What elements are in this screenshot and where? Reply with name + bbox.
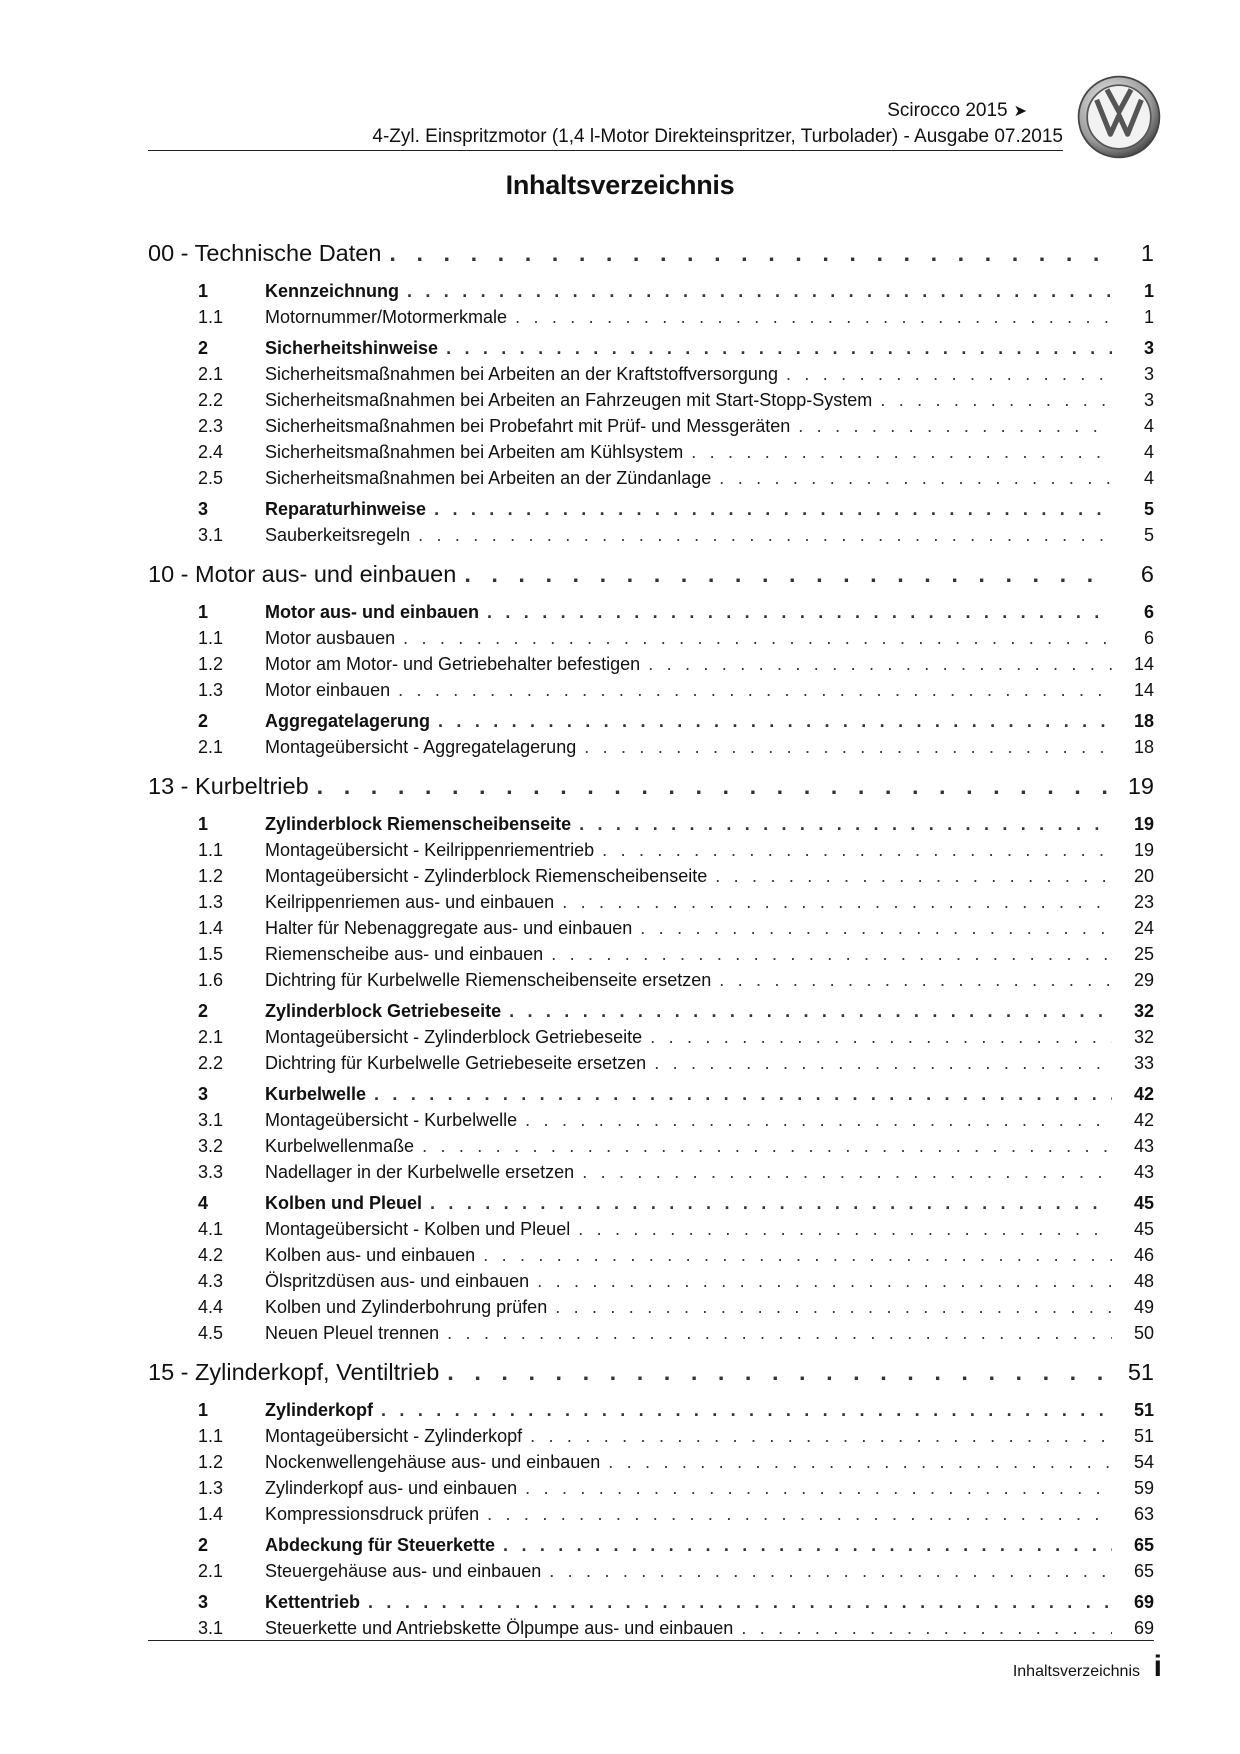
toc-entry[interactable] xyxy=(148,1219,1154,1245)
entry-title: Sicherheitsmaßnahmen bei Arbeiten an Fahrzeugen mit Start-Stopp-System xyxy=(265,390,873,410)
entry-page: 32 xyxy=(1133,1027,1154,1047)
vw-logo-icon xyxy=(1076,74,1162,160)
arrow-right-icon: ➤ xyxy=(1013,103,1027,120)
dot-leader xyxy=(422,1136,1112,1157)
toc-entry[interactable] xyxy=(148,390,1154,416)
entry-page: 6 xyxy=(1143,602,1154,622)
entry-number: 2.1 xyxy=(198,364,224,384)
dot-leader xyxy=(530,1426,1112,1447)
dot-leader xyxy=(487,1504,1112,1525)
entry-page: 42 xyxy=(1133,1084,1154,1104)
toc-section[interactable] xyxy=(148,1084,1154,1110)
dot-leader xyxy=(509,1001,1112,1022)
dot-leader xyxy=(719,468,1112,489)
entry-number: 3.2 xyxy=(198,1136,224,1156)
toc-entry[interactable] xyxy=(148,654,1154,680)
toc-entry[interactable] xyxy=(148,1053,1154,1079)
entry-title: Montageübersicht - Kurbelwelle xyxy=(265,1110,518,1130)
entry-title: Zylinderkopf aus- und einbauen xyxy=(265,1478,518,1498)
entry-number: 1 xyxy=(198,281,209,301)
toc-entry[interactable] xyxy=(148,1027,1154,1053)
entry-page: 5 xyxy=(1143,525,1154,545)
toc-section[interactable] xyxy=(148,1592,1154,1618)
chapter-page: 19 xyxy=(1127,773,1154,799)
entry-page: 43 xyxy=(1133,1136,1154,1156)
toc-section[interactable] xyxy=(148,499,1154,525)
entry-page: 19 xyxy=(1133,814,1154,834)
toc-section[interactable] xyxy=(148,1193,1154,1219)
dot-leader xyxy=(525,1110,1112,1131)
dot-leader xyxy=(786,364,1112,385)
entry-title: Kettentrieb xyxy=(265,1592,361,1612)
entry-number: 2.3 xyxy=(198,416,224,436)
toc-entry[interactable] xyxy=(148,364,1154,390)
toc-entry[interactable] xyxy=(148,1452,1154,1478)
toc-section[interactable] xyxy=(148,1001,1154,1027)
dot-leader xyxy=(447,1359,1112,1386)
entry-page: 69 xyxy=(1133,1592,1154,1612)
chapter-title: 10 - Motor aus- und einbauen xyxy=(148,561,457,587)
entry-title: Steuerkette und Antriebskette Ölpumpe aus- und einbauen xyxy=(265,1618,734,1638)
entry-page: 49 xyxy=(1133,1297,1154,1317)
entry-title: Kurbelwellenmaße xyxy=(265,1136,415,1156)
toc-entry[interactable] xyxy=(148,1426,1154,1452)
toc-entry[interactable] xyxy=(148,442,1154,468)
entry-number: 2.2 xyxy=(198,390,224,410)
entry-title: Nockenwellengehäuse aus- und einbauen xyxy=(265,1452,601,1472)
entry-title: Keilrippenriemen aus- und einbauen xyxy=(265,892,555,912)
entry-number: 4.5 xyxy=(198,1323,224,1343)
entry-title: Montageübersicht - Kolben und Pleuel xyxy=(265,1219,571,1239)
entry-page: 4 xyxy=(1143,416,1154,436)
toc-entry[interactable] xyxy=(148,1561,1154,1587)
dot-leader xyxy=(551,944,1112,965)
chapter-title: 00 - Technische Daten xyxy=(148,240,382,266)
entry-page: 45 xyxy=(1133,1219,1154,1239)
entry-page: 5 xyxy=(1143,499,1154,519)
dot-leader xyxy=(430,1193,1112,1214)
dot-leader xyxy=(525,1478,1112,1499)
entry-page: 14 xyxy=(1133,680,1154,700)
entry-number: 3.1 xyxy=(198,1110,224,1130)
entry-title: Ölspritzdüsen aus- und einbauen xyxy=(265,1271,530,1291)
header-model xyxy=(887,100,1027,122)
entry-page: 33 xyxy=(1133,1053,1154,1073)
entry-number: 1.1 xyxy=(198,628,224,648)
entry-title: Dichtring für Kurbelwelle Getriebeseite ersetzen xyxy=(265,1053,647,1073)
toc-chapter[interactable] xyxy=(148,1359,1154,1395)
toc-entry[interactable] xyxy=(148,1110,1154,1136)
toc-entry[interactable] xyxy=(148,525,1154,551)
entry-number: 2.1 xyxy=(198,1561,224,1581)
entry-number: 1.1 xyxy=(198,840,224,860)
footer-label: Inhaltsverzeichnis xyxy=(1012,1663,1140,1680)
dot-leader xyxy=(880,390,1112,411)
entry-number: 1.5 xyxy=(198,944,224,964)
entry-number: 4.1 xyxy=(198,1219,224,1239)
dot-leader xyxy=(368,1592,1112,1613)
dot-leader xyxy=(487,602,1112,623)
toc-entry[interactable] xyxy=(148,307,1154,333)
dot-leader xyxy=(447,1323,1112,1344)
entry-title: Sicherheitsmaßnahmen bei Arbeiten an der Kraftstoffversorgung xyxy=(265,364,778,384)
dot-leader xyxy=(503,1535,1112,1556)
chapter-title: 15 - Zylinderkopf, Ventiltrieb xyxy=(148,1359,440,1385)
entry-number: 4.2 xyxy=(198,1245,224,1265)
entry-title: Reparaturhinweise xyxy=(265,499,427,519)
entry-number: 1.1 xyxy=(198,307,224,327)
dot-leader xyxy=(317,773,1112,800)
entry-title: Abdeckung für Steuerkette xyxy=(265,1535,496,1555)
toc-section[interactable] xyxy=(148,1535,1154,1561)
entry-title: Montageübersicht - Zylinderblock Getriebeseite xyxy=(265,1027,643,1047)
entry-title: Kompressionsdruck prüfen xyxy=(265,1504,480,1524)
entry-page: 48 xyxy=(1133,1271,1154,1291)
table-of-contents xyxy=(148,240,1154,1644)
entry-number: 1.1 xyxy=(198,1426,224,1446)
dot-leader xyxy=(654,1053,1112,1074)
dot-leader xyxy=(798,416,1112,437)
entry-number: 2.5 xyxy=(198,468,224,488)
entry-title: Kolben aus- und einbauen xyxy=(265,1245,476,1265)
dot-leader xyxy=(446,338,1112,359)
toc-entry[interactable] xyxy=(148,416,1154,442)
chapter-title: 13 - Kurbeltrieb xyxy=(148,773,309,799)
dot-leader xyxy=(719,970,1112,991)
entry-number: 2 xyxy=(198,1001,209,1021)
dot-leader xyxy=(584,737,1112,758)
header-model-text: Scirocco 2015 xyxy=(887,100,1008,121)
entry-number: 1.6 xyxy=(198,970,224,990)
dot-leader xyxy=(418,525,1112,546)
entry-title: Montageübersicht - Aggregatelagerung xyxy=(265,737,577,757)
dot-leader xyxy=(403,628,1112,649)
entry-title: Sicherheitsmaßnahmen bei Arbeiten an der Zündanlage xyxy=(265,468,712,488)
header-divider xyxy=(148,150,1063,151)
entry-page: 63 xyxy=(1133,1504,1154,1524)
toc-entry[interactable] xyxy=(148,970,1154,996)
dot-leader xyxy=(555,1297,1112,1318)
chapter-page: 6 xyxy=(1140,561,1154,587)
entry-page: 4 xyxy=(1143,468,1154,488)
dot-leader xyxy=(438,711,1112,732)
entry-title: Nadellager in der Kurbelwelle ersetzen xyxy=(265,1162,575,1182)
entry-title: Kurbelwelle xyxy=(265,1084,367,1104)
entry-title: Kennzeichnung xyxy=(265,281,399,301)
dot-leader xyxy=(640,918,1112,939)
toc-section[interactable] xyxy=(148,281,1154,307)
entry-title: Riemenscheibe aus- und einbauen xyxy=(265,944,544,964)
dot-leader xyxy=(389,240,1112,267)
entry-number: 2.2 xyxy=(198,1053,224,1073)
toc-entry[interactable] xyxy=(148,1162,1154,1188)
dot-leader xyxy=(407,281,1112,302)
dot-leader xyxy=(537,1271,1112,1292)
entry-number: 1.2 xyxy=(198,866,224,886)
entry-number: 3.1 xyxy=(198,525,224,545)
dot-leader xyxy=(650,1027,1112,1048)
entry-number: 1 xyxy=(198,1400,209,1420)
toc-section[interactable] xyxy=(148,814,1154,840)
entry-number: 2.1 xyxy=(198,1027,224,1047)
entry-title: Zylinderblock Getriebeseite xyxy=(265,1001,502,1021)
toc-entry[interactable] xyxy=(148,737,1154,763)
toc-entry[interactable] xyxy=(148,1478,1154,1504)
entry-title: Motor einbauen xyxy=(265,680,391,700)
dot-leader xyxy=(398,680,1112,701)
entry-page: 19 xyxy=(1133,840,1154,860)
entry-number: 1.2 xyxy=(198,1452,224,1472)
toc-section[interactable] xyxy=(148,338,1154,364)
entry-page: 20 xyxy=(1133,866,1154,886)
toc-entry[interactable] xyxy=(148,1271,1154,1297)
entry-title: Sicherheitsmaßnahmen bei Arbeiten am Kühlsystem xyxy=(265,442,684,462)
entry-page: 3 xyxy=(1143,390,1154,410)
entry-page: 46 xyxy=(1133,1245,1154,1265)
toc-entry[interactable] xyxy=(148,944,1154,970)
entry-number: 1.2 xyxy=(198,654,224,674)
header-subtitle: 4-Zyl. Einspritzmotor (1,4 l-Motor Direkteinspritzer, Turbolader) - Ausgabe 07.2015 xyxy=(372,126,1063,147)
entry-number: 3 xyxy=(198,499,209,519)
dot-leader xyxy=(715,866,1112,887)
entry-title: Neuen Pleuel trennen xyxy=(265,1323,440,1343)
entry-number: 3 xyxy=(198,1592,209,1612)
entry-title: Montageübersicht - Zylinderkopf xyxy=(265,1426,523,1446)
entry-number: 1.3 xyxy=(198,680,224,700)
entry-number: 4 xyxy=(198,1193,209,1213)
entry-title: Motor ausbauen xyxy=(265,628,396,648)
entry-page: 45 xyxy=(1133,1193,1154,1213)
toc-entry[interactable] xyxy=(148,628,1154,654)
toc-section[interactable] xyxy=(148,711,1154,737)
entry-number: 1.3 xyxy=(198,1478,224,1498)
dot-leader xyxy=(515,307,1112,328)
toc-section[interactable] xyxy=(148,1400,1154,1426)
entry-number: 2 xyxy=(198,338,209,358)
entry-page: 51 xyxy=(1133,1400,1154,1420)
entry-title: Kolben und Zylinderbohrung prüfen xyxy=(265,1297,548,1317)
entry-title: Steuergehäuse aus- und einbauen xyxy=(265,1561,542,1581)
dot-leader xyxy=(578,1219,1112,1240)
entry-title: Zylinderkopf xyxy=(265,1400,374,1420)
entry-number: 3.1 xyxy=(198,1618,224,1638)
entry-title: Zylinderblock Riemenscheibenseite xyxy=(265,814,572,834)
entry-page: 23 xyxy=(1133,892,1154,912)
entry-page: 43 xyxy=(1133,1162,1154,1182)
toc-chapter[interactable] xyxy=(148,240,1154,276)
toc-chapter[interactable] xyxy=(148,773,1154,809)
toc-entry[interactable] xyxy=(148,918,1154,944)
toc-entry[interactable] xyxy=(148,892,1154,918)
dot-leader xyxy=(434,499,1112,520)
entry-title: Kolben und Pleuel xyxy=(265,1193,423,1213)
dot-leader xyxy=(608,1452,1112,1473)
entry-number: 4.4 xyxy=(198,1297,224,1317)
chapter-page: 51 xyxy=(1127,1359,1154,1385)
toc-entry[interactable] xyxy=(148,866,1154,892)
entry-number: 2.1 xyxy=(198,737,224,757)
dot-leader xyxy=(602,840,1112,861)
toc-entry[interactable] xyxy=(148,1136,1154,1162)
toc-title: Inhaltsverzeichnis xyxy=(505,170,735,200)
entry-title: Aggregatelagerung xyxy=(265,711,431,731)
entry-title: Motor aus- und einbauen xyxy=(265,602,479,622)
entry-number: 2 xyxy=(198,1535,209,1555)
entry-page: 14 xyxy=(1133,654,1154,674)
entry-number: 1 xyxy=(198,814,209,834)
entry-page: 3 xyxy=(1143,338,1154,358)
dot-leader xyxy=(582,1162,1112,1183)
entry-page: 1 xyxy=(1143,281,1154,301)
entry-number: 1 xyxy=(198,602,209,622)
dot-leader xyxy=(579,814,1112,835)
entry-title: Sauberkeitsregeln xyxy=(265,525,411,545)
chapter-page: 1 xyxy=(1140,240,1154,266)
toc-entry[interactable] xyxy=(148,840,1154,866)
entry-title: Dichtring für Kurbelwelle Riemenscheibenseite ersetzen xyxy=(265,970,712,990)
entry-number: 1.3 xyxy=(198,892,224,912)
entry-title: Sicherheitsmaßnahmen bei Probefahrt mit Prüf- und Messgeräten xyxy=(265,416,791,436)
dot-leader xyxy=(483,1245,1112,1266)
entry-title: Montageübersicht - Keilrippenriementrieb xyxy=(265,840,595,860)
entry-page: 24 xyxy=(1133,918,1154,938)
page-header xyxy=(148,92,1063,150)
dot-leader xyxy=(741,1618,1112,1639)
entry-number: 2.4 xyxy=(198,442,224,462)
footer-page-number: i xyxy=(1153,1650,1162,1683)
entry-page: 59 xyxy=(1133,1478,1154,1498)
entry-number: 4.3 xyxy=(198,1271,224,1291)
entry-title: Sicherheitshinweise xyxy=(265,338,439,358)
dot-leader xyxy=(374,1084,1112,1105)
entry-title: Halter für Nebenaggregate aus- und einbauen xyxy=(265,918,633,938)
entry-page: 1 xyxy=(1143,307,1154,327)
entry-number: 2 xyxy=(198,711,209,731)
entry-page: 32 xyxy=(1133,1001,1154,1021)
entry-page: 42 xyxy=(1133,1110,1154,1130)
entry-page: 65 xyxy=(1133,1535,1154,1555)
footer-divider xyxy=(148,1640,1154,1641)
toc-section[interactable] xyxy=(148,602,1154,628)
entry-page: 3 xyxy=(1143,364,1154,384)
dot-leader xyxy=(648,654,1112,675)
entry-page: 54 xyxy=(1133,1452,1154,1472)
entry-title: Motornummer/Motormerkmale xyxy=(265,307,508,327)
toc-entry[interactable] xyxy=(148,468,1154,494)
entry-page: 65 xyxy=(1133,1561,1154,1581)
dot-leader xyxy=(691,442,1112,463)
entry-title: Montageübersicht - Zylinderblock Riemenscheibenseite xyxy=(265,866,708,886)
dot-leader xyxy=(464,561,1112,588)
entry-number: 3.3 xyxy=(198,1162,224,1182)
entry-title: Motor am Motor- und Getriebehalter befestigen xyxy=(265,654,641,674)
dot-leader xyxy=(562,892,1112,913)
entry-page: 50 xyxy=(1133,1323,1154,1343)
toc-entry[interactable] xyxy=(148,1323,1154,1349)
entry-page: 6 xyxy=(1143,628,1154,648)
entry-page: 4 xyxy=(1143,442,1154,462)
entry-page: 18 xyxy=(1133,737,1154,757)
entry-page: 18 xyxy=(1133,711,1154,731)
dot-leader xyxy=(381,1400,1112,1421)
entry-page: 51 xyxy=(1133,1426,1154,1446)
entry-page: 29 xyxy=(1133,970,1154,990)
toc-entry[interactable] xyxy=(148,680,1154,706)
entry-page: 25 xyxy=(1133,944,1154,964)
toc-chapter[interactable] xyxy=(148,561,1154,597)
toc-entry[interactable] xyxy=(148,1504,1154,1530)
entry-number: 1.4 xyxy=(198,1504,224,1524)
dot-leader xyxy=(549,1561,1112,1582)
entry-number: 3 xyxy=(198,1084,209,1104)
entry-page: 69 xyxy=(1133,1618,1154,1638)
entry-number: 1.4 xyxy=(198,918,224,938)
toc-entry[interactable] xyxy=(148,1245,1154,1271)
toc-entry[interactable] xyxy=(148,1297,1154,1323)
